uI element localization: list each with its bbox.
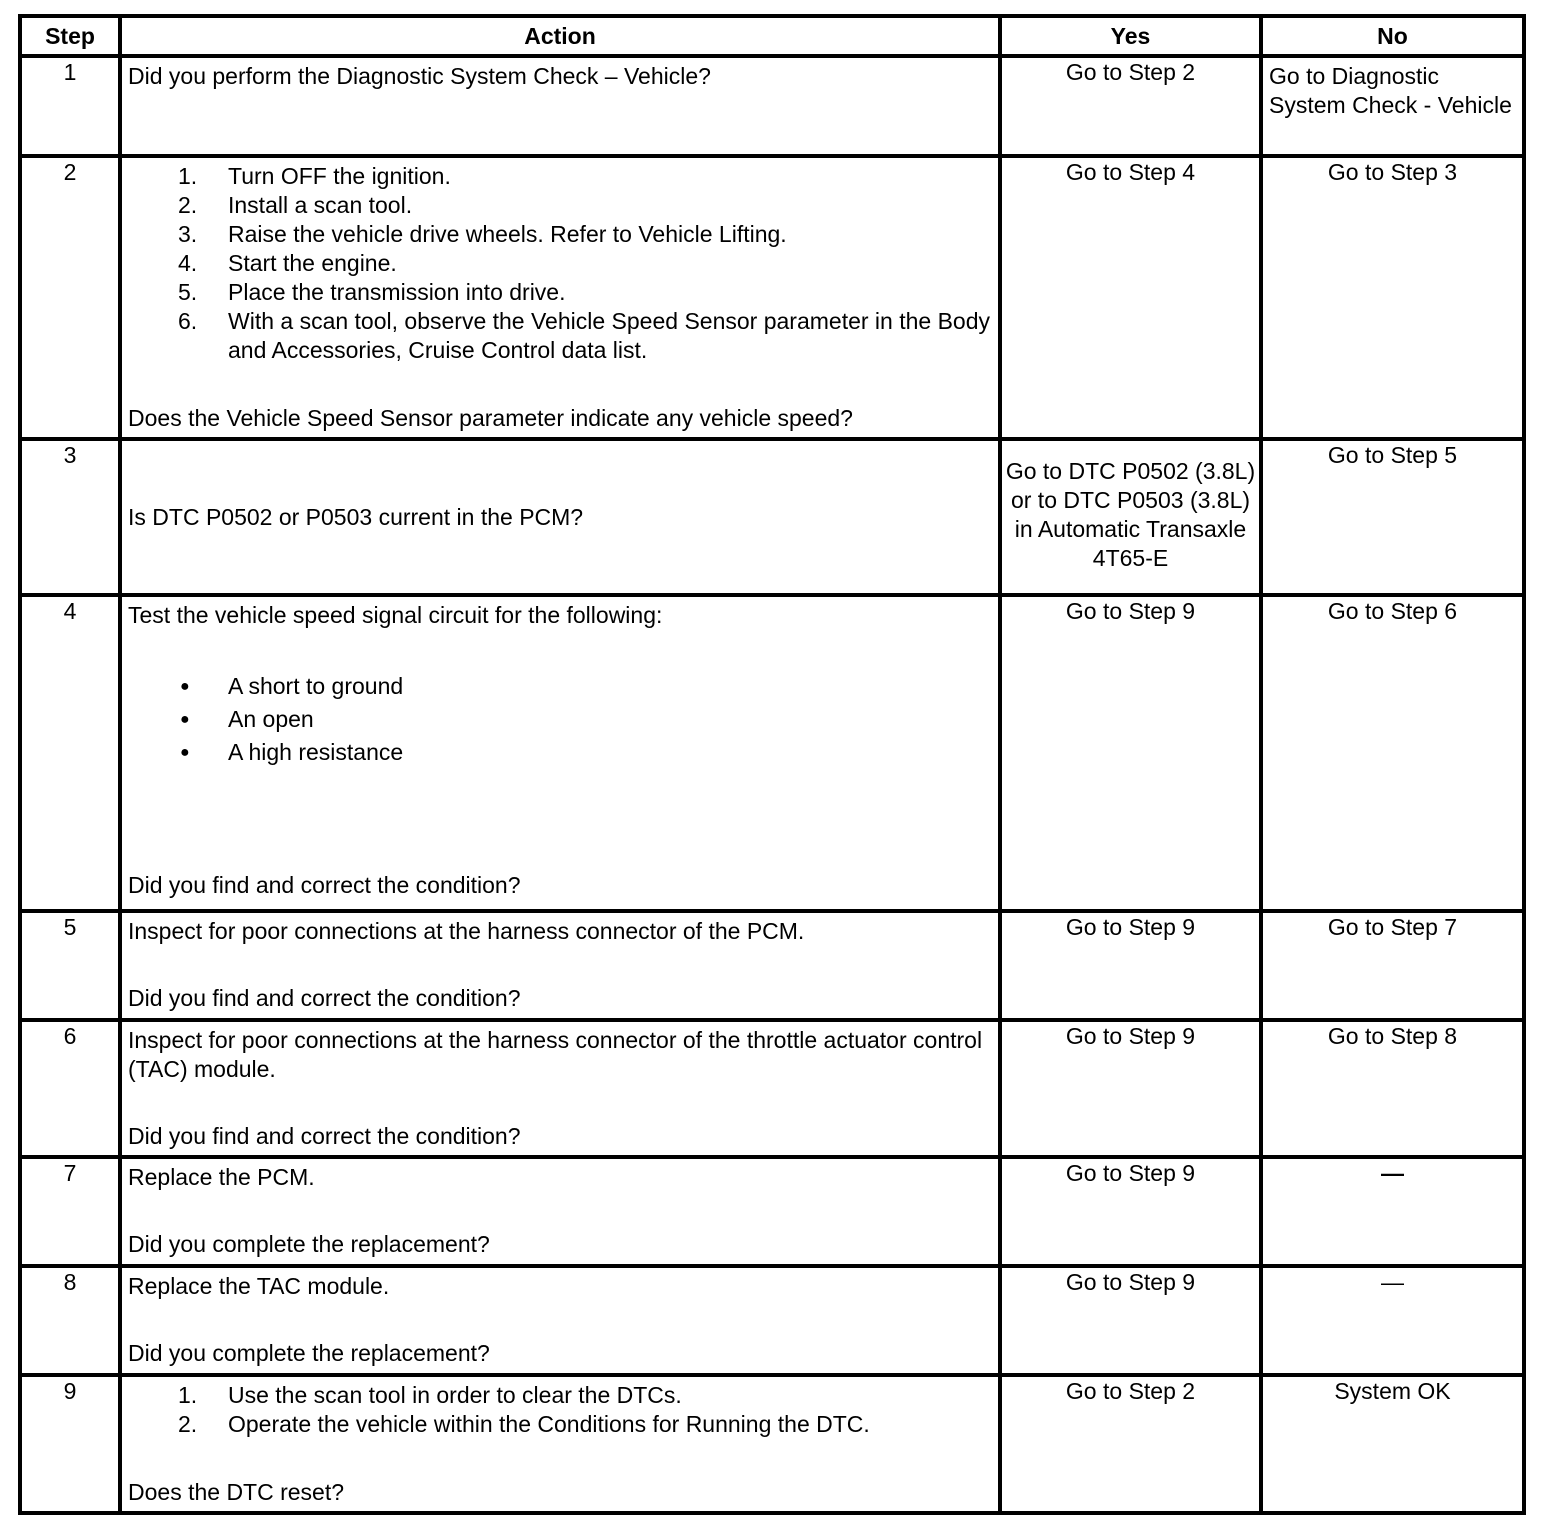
table-row — [20, 595, 1524, 911]
list-item — [128, 220, 992, 249]
action-cell — [120, 439, 1000, 595]
yes-cell: Go to Step 9 — [1000, 1157, 1261, 1266]
action-question: Did you complete the replacement? — [128, 1231, 490, 1257]
action-cell — [120, 1020, 1000, 1157]
list-number: 4. — [178, 250, 198, 276]
header-row — [20, 16, 1524, 56]
step-number: 6 — [20, 1020, 120, 1157]
list-text: A high resistance — [228, 739, 404, 765]
no-cell: — — [1261, 1157, 1524, 1266]
step-number: 4 — [20, 595, 120, 911]
action-text: Is DTC P0502 or P0503 current in the PCM? — [128, 503, 584, 530]
step-number: 8 — [20, 1266, 120, 1375]
no-cell: Go to Diagnostic System Check - Vehicle — [1261, 56, 1524, 156]
header-yes: Yes — [1000, 16, 1261, 56]
action-cell — [120, 156, 1000, 439]
action-text: Inspect for poor connections at the harness connector of the throttle actuator control (TAC) module. — [128, 1027, 983, 1082]
action-cell — [120, 56, 1000, 156]
table-row — [20, 911, 1524, 1020]
no-cell: Go to Step 7 — [1261, 911, 1524, 1020]
list-item — [128, 670, 992, 703]
list-text: Install a scan tool. — [228, 192, 413, 218]
action-text: Test the vehicle speed signal circuit for the following: — [128, 602, 663, 628]
yes-cell: Go to Step 9 — [1000, 1266, 1261, 1375]
list-number: 2. — [178, 1411, 198, 1437]
no-cell: — — [1261, 1266, 1524, 1375]
list-item — [128, 278, 992, 307]
action-text: Replace the TAC module. — [128, 1273, 390, 1299]
no-cell: Go to Step 3 — [1261, 156, 1524, 439]
no-cell: Go to Step 5 — [1261, 439, 1524, 595]
action-question: Did you find and correct the condition? — [128, 872, 521, 898]
list-item — [128, 307, 992, 365]
action-question: Did you complete the replacement? — [128, 1340, 490, 1366]
list-number: 3. — [178, 221, 198, 247]
yes-cell: Go to Step 2 — [1000, 56, 1261, 156]
table-row — [20, 1375, 1524, 1513]
header-action: Action — [120, 16, 1000, 56]
list-item — [128, 191, 992, 220]
action-cell — [120, 911, 1000, 1020]
list-text: Turn OFF the ignition. — [228, 163, 451, 189]
list-text: A short to ground — [228, 673, 404, 699]
list-text: Raise the vehicle drive wheels. Refer to Vehicle Lifting. — [228, 221, 787, 247]
no-cell: Go to Step 8 — [1261, 1020, 1524, 1157]
bullet-list — [128, 670, 992, 769]
action-list — [128, 1381, 992, 1439]
action-question: Did you find and correct the condition? — [128, 985, 521, 1011]
action-text: Inspect for poor connections at the harness connector of the PCM. — [128, 918, 805, 944]
list-item — [128, 703, 992, 736]
table-row — [20, 1266, 1524, 1375]
table-row — [20, 1157, 1524, 1266]
no-cell: Go to Step 6 — [1261, 595, 1524, 911]
list-number: 6. — [178, 308, 198, 334]
bullet-icon: ● — [180, 711, 190, 728]
action-text: Replace the PCM. — [128, 1164, 315, 1190]
action-cell — [120, 1375, 1000, 1513]
list-item — [128, 736, 992, 769]
list-item — [128, 1410, 992, 1439]
table-row — [20, 156, 1524, 439]
yes-cell: Go to Step 2 — [1000, 1375, 1261, 1513]
bullet-icon: ● — [180, 678, 190, 695]
list-item — [128, 162, 992, 191]
header-no: No — [1261, 16, 1524, 56]
action-list — [128, 162, 992, 365]
action-cell — [120, 1157, 1000, 1266]
yes-cell: Go to Step 9 — [1000, 1020, 1261, 1157]
list-text: Place the transmission into drive. — [228, 279, 566, 305]
list-number: 1. — [178, 1382, 198, 1408]
action-question: Does the DTC reset? — [128, 1479, 345, 1505]
table-row — [20, 56, 1524, 156]
diagnostic-table — [18, 14, 1526, 1515]
action-cell — [120, 1266, 1000, 1375]
action-cell — [120, 595, 1000, 911]
step-number: 9 — [20, 1375, 120, 1513]
step-number: 3 — [20, 439, 120, 595]
list-text: Start the engine. — [228, 250, 397, 276]
list-number: 1. — [178, 163, 198, 189]
bullet-icon: ● — [180, 744, 190, 761]
yes-cell: Go to DTC P0502 (3.8L) or to DTC P0503 (3.8L) in Automatic Transaxle 4T65-E — [1000, 439, 1261, 595]
step-number: 1 — [20, 56, 120, 156]
list-item — [128, 1381, 992, 1410]
list-number: 5. — [178, 279, 198, 305]
action-question: Does the Vehicle Speed Sensor parameter indicate any vehicle speed? — [128, 405, 853, 431]
header-step: Step — [20, 16, 120, 56]
list-text: Use the scan tool in order to clear the DTCs. — [228, 1382, 682, 1408]
list-item — [128, 249, 992, 278]
table-row — [20, 1020, 1524, 1157]
action-text: Did you perform the Diagnostic System Check – Vehicle? — [128, 63, 711, 89]
list-number: 2. — [178, 192, 198, 218]
step-number: 7 — [20, 1157, 120, 1266]
no-cell: System OK — [1261, 1375, 1524, 1513]
list-text: An open — [228, 706, 314, 732]
action-question: Did you find and correct the condition? — [128, 1123, 521, 1149]
list-text: Operate the vehicle within the Conditions for Running the DTC. — [228, 1411, 870, 1437]
yes-cell: Go to Step 9 — [1000, 911, 1261, 1020]
step-number: 5 — [20, 911, 120, 1020]
yes-cell: Go to Step 9 — [1000, 595, 1261, 911]
table-row — [20, 439, 1524, 595]
yes-cell: Go to Step 4 — [1000, 156, 1261, 439]
list-text: With a scan tool, observe the Vehicle Speed Sensor parameter in the Body and Accessories, Cruise Control data list. — [228, 308, 990, 363]
step-number: 2 — [20, 156, 120, 439]
